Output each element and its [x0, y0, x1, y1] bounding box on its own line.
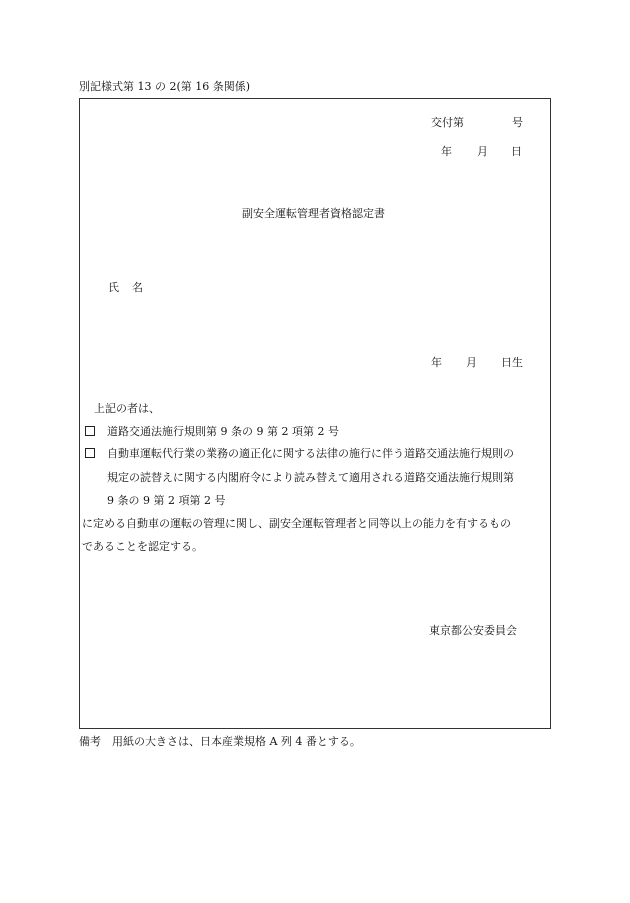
option-2-text-line-2: 規定の読替えに関する内閣府令により読み替えて適用される道路交通法施行規則第: [107, 471, 514, 484]
issue-date-day: 日: [511, 145, 522, 158]
footer-note: 備考 用紙の大きさは、日本産業規格 A 列 4 番とする。: [79, 735, 361, 748]
option-2-text-line-3: 9 条の 9 第 2 項第 2 号: [107, 494, 226, 507]
issue-date-year: 年: [441, 145, 452, 158]
certificate-title: 副安全運転管理者資格認定書: [242, 207, 385, 220]
name-label: [108, 282, 143, 293]
issue-number-prefix: 交付第: [431, 116, 464, 129]
body-text-line-2: であることを認定する。: [82, 540, 203, 553]
birth-date-month: 月: [466, 356, 477, 369]
issuer-name: 東京都公安委員会: [429, 624, 517, 637]
birth-date: [431, 357, 523, 368]
option-1-checkbox[interactable]: [85, 426, 95, 436]
body-text-line-1: に定める自動車の運転の管理に関し、副安全運転管理者と同等以上の能力を有するもの: [82, 517, 511, 530]
issue-date-month: 月: [477, 145, 488, 158]
option-2-text-line-1: 自動車運転代行業の業務の適正化に関する法律の施行に伴う道路交通法施行規則の: [107, 447, 514, 460]
birth-date-day: 日生: [501, 356, 523, 369]
birth-date-year: 年: [431, 356, 442, 369]
name-label-char-2: 名: [132, 281, 143, 294]
intro-text: 上記の者は、: [94, 402, 160, 415]
name-label-char-1: 氏: [108, 281, 119, 294]
issue-number: [431, 117, 523, 128]
issue-date: [441, 146, 522, 157]
form-label: 別記様式第 13 の 2(第 16 条関係): [79, 80, 251, 93]
option-1-text: 道路交通法施行規則第 9 条の 9 第 2 項第 2 号: [107, 425, 339, 438]
option-2: [85, 448, 514, 459]
option-2-checkbox[interactable]: [85, 448, 95, 458]
option-1: [85, 426, 339, 437]
issue-number-suffix: 号: [512, 116, 523, 129]
